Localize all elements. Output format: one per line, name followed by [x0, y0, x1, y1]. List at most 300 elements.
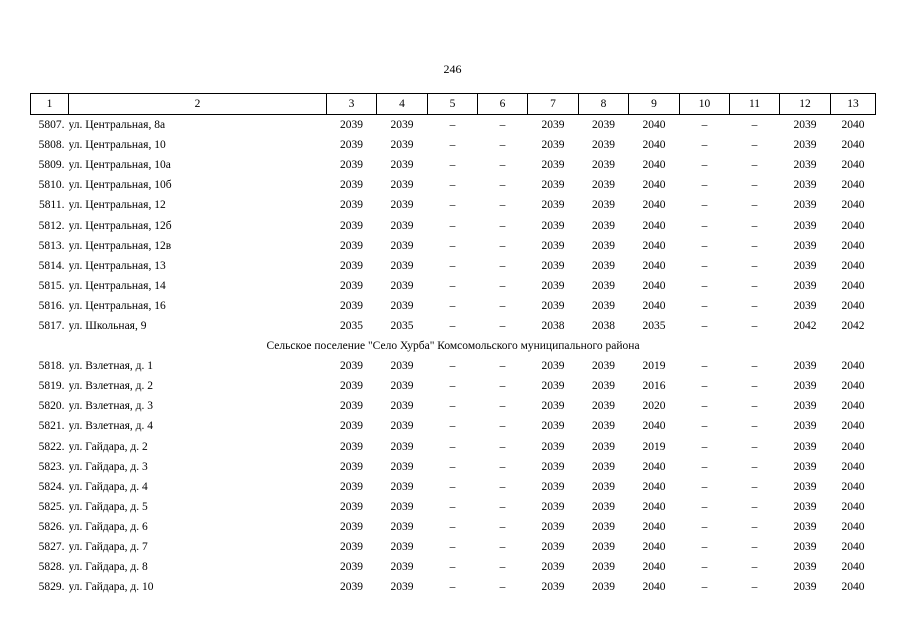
year-cell: 2016: [642, 380, 666, 393]
year-cell: 2039: [541, 119, 565, 132]
year-cell: –: [449, 520, 456, 533]
year-cell: 2040: [642, 179, 666, 192]
year-cell: 2039: [592, 219, 615, 232]
table-row: [31, 356, 876, 376]
address-cell: ул. Центральная, 10б: [68, 179, 172, 192]
year-cell: –: [499, 219, 506, 232]
year-cell: 2040: [841, 219, 865, 232]
year-cell: 2039: [541, 380, 565, 393]
address-cell: ул. Гайдара, д. 10: [68, 581, 154, 594]
address-cell: ул. Взлетная, д. 3: [68, 400, 153, 413]
table-row: [31, 135, 876, 155]
year-cell: 2040: [841, 159, 865, 172]
row-number: 5810.: [38, 179, 65, 192]
year-cell: –: [751, 319, 758, 332]
year-cell: –: [499, 159, 506, 172]
table-row: [31, 215, 876, 235]
year-cell: –: [449, 440, 456, 453]
year-cell: –: [701, 299, 708, 312]
column-header: 11: [730, 94, 780, 115]
year-cell: –: [499, 460, 506, 473]
year-cell: –: [499, 239, 506, 252]
year-cell: 2040: [841, 380, 865, 393]
year-cell: 2042: [841, 319, 865, 332]
year-cell: –: [449, 319, 456, 332]
year-cell: 2039: [390, 299, 414, 312]
year-cell: –: [499, 380, 506, 393]
address-cell: ул. Центральная, 10: [68, 139, 166, 152]
year-cell: 2039: [541, 179, 565, 192]
year-cell: 2039: [390, 119, 414, 132]
year-cell: 2039: [592, 119, 615, 132]
year-cell: 2039: [541, 420, 565, 433]
page-number: 246: [443, 62, 462, 76]
year-cell: 2039: [592, 520, 615, 533]
year-cell: –: [701, 239, 708, 252]
year-cell: 2039: [541, 139, 565, 152]
year-cell: 2040: [841, 480, 865, 493]
year-cell: 2039: [390, 279, 414, 292]
row-number: 5814.: [38, 259, 65, 272]
year-cell: 2039: [390, 420, 414, 433]
year-cell: 2039: [340, 159, 363, 172]
year-cell: 2040: [642, 299, 666, 312]
header-row: [31, 94, 876, 115]
year-cell: 2039: [340, 239, 363, 252]
year-cell: –: [449, 159, 456, 172]
year-cell: 2040: [841, 239, 865, 252]
year-cell: 2040: [642, 119, 666, 132]
year-cell: –: [499, 259, 506, 272]
year-cell: –: [701, 199, 708, 212]
table-row: [31, 155, 876, 175]
row-number: 5811.: [39, 199, 65, 212]
year-cell: 2039: [340, 219, 363, 232]
year-cell: 2040: [841, 199, 865, 212]
year-cell: 2039: [793, 541, 817, 554]
year-cell: –: [449, 139, 456, 152]
year-cell: 2039: [340, 541, 363, 554]
year-cell: 2039: [390, 480, 414, 493]
year-cell: 2040: [642, 159, 666, 172]
year-cell: –: [701, 279, 708, 292]
table-row: [31, 316, 876, 336]
address-cell: ул. Центральная, 12б: [68, 219, 172, 232]
year-cell: –: [701, 500, 708, 513]
year-cell: 2039: [340, 460, 363, 473]
year-cell: 2039: [390, 219, 414, 232]
year-cell: 2039: [793, 279, 817, 292]
table-row: [31, 236, 876, 256]
year-cell: 2040: [841, 279, 865, 292]
year-cell: –: [701, 541, 708, 554]
year-cell: 2039: [390, 139, 414, 152]
year-cell: 2040: [841, 139, 865, 152]
year-cell: 2040: [841, 360, 865, 373]
column-header: 10: [680, 94, 730, 115]
address-cell: ул. Центральная, 14: [68, 279, 166, 292]
year-cell: 2039: [340, 199, 363, 212]
year-cell: 2039: [340, 139, 363, 152]
year-cell: 2040: [841, 541, 865, 554]
table-row: [31, 396, 876, 416]
year-cell: –: [751, 179, 758, 192]
table-row: [31, 115, 876, 136]
table-header: [31, 94, 876, 115]
year-cell: 2039: [793, 239, 817, 252]
table-row: [31, 296, 876, 316]
year-cell: –: [751, 119, 758, 132]
year-cell: –: [701, 179, 708, 192]
year-cell: –: [499, 561, 506, 574]
row-number: 5809.: [38, 159, 65, 172]
year-cell: –: [701, 460, 708, 473]
year-cell: –: [751, 279, 758, 292]
year-cell: –: [751, 480, 758, 493]
year-cell: –: [701, 139, 708, 152]
year-cell: 2038: [592, 319, 615, 332]
year-cell: –: [701, 219, 708, 232]
year-cell: 2039: [793, 139, 817, 152]
year-cell: 2039: [541, 360, 565, 373]
year-cell: 2039: [390, 541, 414, 554]
year-cell: 2039: [541, 561, 565, 574]
year-cell: –: [751, 500, 758, 513]
year-cell: 2039: [592, 360, 615, 373]
year-cell: –: [449, 480, 456, 493]
year-cell: –: [499, 500, 506, 513]
year-cell: –: [751, 219, 758, 232]
year-cell: 2039: [793, 581, 817, 594]
year-cell: 2039: [340, 581, 363, 594]
row-number: 5823.: [38, 460, 65, 473]
year-cell: 2040: [841, 440, 865, 453]
year-cell: 2040: [841, 179, 865, 192]
year-cell: 2039: [340, 279, 363, 292]
year-cell: 2039: [793, 400, 817, 413]
year-cell: –: [701, 319, 708, 332]
year-cell: 2039: [592, 139, 615, 152]
year-cell: –: [751, 520, 758, 533]
year-cell: 2039: [340, 259, 363, 272]
year-cell: –: [751, 541, 758, 554]
year-cell: –: [499, 520, 506, 533]
year-cell: 2039: [592, 541, 615, 554]
year-cell: 2039: [793, 360, 817, 373]
year-cell: 2039: [592, 299, 615, 312]
year-cell: 2039: [592, 420, 615, 433]
year-cell: –: [499, 420, 506, 433]
year-cell: –: [701, 480, 708, 493]
year-cell: 2039: [541, 460, 565, 473]
row-number: 5827.: [38, 541, 65, 554]
year-cell: –: [701, 159, 708, 172]
row-number: 5820.: [38, 400, 65, 413]
year-cell: 2039: [592, 581, 615, 594]
year-cell: –: [449, 561, 456, 574]
year-cell: 2039: [793, 119, 817, 132]
year-cell: 2039: [541, 500, 565, 513]
year-cell: –: [701, 581, 708, 594]
column-header: 6: [478, 94, 528, 115]
year-cell: 2040: [642, 520, 666, 533]
address-cell: ул. Гайдара, д. 3: [68, 460, 148, 473]
year-cell: 2039: [390, 199, 414, 212]
year-cell: 2039: [541, 400, 565, 413]
year-cell: –: [751, 199, 758, 212]
year-cell: 2040: [841, 520, 865, 533]
year-cell: –: [449, 119, 456, 132]
year-cell: 2039: [541, 299, 565, 312]
table-row: [31, 437, 876, 457]
column-header: 7: [528, 94, 579, 115]
year-cell: 2039: [390, 380, 414, 393]
row-number: 5817.: [38, 319, 65, 332]
year-cell: 2039: [541, 520, 565, 533]
row-number: 5822.: [38, 440, 65, 453]
row-number: 5819.: [38, 380, 65, 393]
year-cell: 2039: [793, 259, 817, 272]
year-cell: 2039: [592, 440, 615, 453]
year-cell: 2039: [390, 400, 414, 413]
year-cell: 2040: [841, 460, 865, 473]
year-cell: 2039: [390, 520, 414, 533]
year-cell: 2039: [793, 380, 817, 393]
year-cell: 2039: [541, 581, 565, 594]
table-row: [31, 376, 876, 396]
year-cell: –: [701, 420, 708, 433]
year-cell: 2040: [642, 199, 666, 212]
year-cell: 2019: [642, 360, 666, 373]
table-row: [31, 416, 876, 436]
column-header: 8: [579, 94, 629, 115]
table-row: [31, 577, 876, 597]
year-cell: 2040: [841, 500, 865, 513]
address-cell: ул. Центральная, 10а: [68, 159, 171, 172]
address-cell: ул. Центральная, 12: [68, 199, 166, 212]
row-number: 5825.: [38, 500, 65, 513]
year-cell: 2020: [642, 400, 666, 413]
year-cell: 2039: [541, 480, 565, 493]
year-cell: –: [701, 520, 708, 533]
address-cell: ул. Гайдара, д. 5: [68, 500, 148, 513]
year-cell: 2040: [642, 460, 666, 473]
year-cell: 2039: [793, 500, 817, 513]
year-cell: –: [449, 360, 456, 373]
year-cell: –: [499, 480, 506, 493]
year-cell: 2019: [642, 440, 666, 453]
data-table: [30, 93, 876, 597]
year-cell: –: [751, 239, 758, 252]
year-cell: 2039: [390, 500, 414, 513]
year-cell: 2040: [841, 299, 865, 312]
year-cell: 2039: [340, 440, 363, 453]
year-cell: 2039: [793, 299, 817, 312]
year-cell: –: [449, 239, 456, 252]
year-cell: 2039: [541, 239, 565, 252]
table-row: [31, 256, 876, 276]
row-number: 5821.: [38, 420, 65, 433]
year-cell: 2039: [592, 380, 615, 393]
year-cell: 2039: [793, 460, 817, 473]
year-cell: 2039: [541, 440, 565, 453]
column-header: 9: [629, 94, 680, 115]
year-cell: 2039: [390, 239, 414, 252]
year-cell: –: [751, 380, 758, 393]
table-row: [31, 557, 876, 577]
year-cell: 2039: [390, 460, 414, 473]
year-cell: 2039: [541, 279, 565, 292]
year-cell: 2040: [841, 259, 865, 272]
row-number: 5829.: [38, 581, 65, 594]
row-number: 5816.: [38, 299, 65, 312]
year-cell: 2039: [340, 420, 363, 433]
address-cell: ул. Центральная, 8а: [68, 119, 166, 132]
year-cell: –: [499, 199, 506, 212]
address-cell: ул. Гайдара, д. 4: [68, 480, 148, 493]
year-cell: –: [449, 541, 456, 554]
year-cell: 2039: [592, 279, 615, 292]
year-cell: –: [449, 299, 456, 312]
year-cell: –: [751, 259, 758, 272]
year-cell: 2040: [642, 259, 666, 272]
year-cell: –: [701, 360, 708, 373]
year-cell: –: [701, 119, 708, 132]
year-cell: –: [751, 400, 758, 413]
year-cell: 2040: [841, 561, 865, 574]
year-cell: –: [499, 119, 506, 132]
row-number: 5828.: [38, 561, 65, 574]
address-cell: ул. Гайдара, д. 7: [68, 541, 148, 554]
address-cell: ул. Взлетная, д. 2: [68, 380, 153, 393]
year-cell: 2039: [592, 561, 615, 574]
year-cell: –: [449, 219, 456, 232]
address-cell: ул. Школьная, 9: [68, 319, 147, 332]
table-row: [31, 497, 876, 517]
column-header: 12: [780, 94, 831, 115]
address-cell: ул. Центральная, 12в: [68, 239, 172, 252]
table-row: [31, 517, 876, 537]
year-cell: –: [701, 561, 708, 574]
year-cell: 2039: [340, 179, 363, 192]
year-cell: –: [751, 460, 758, 473]
year-cell: –: [449, 380, 456, 393]
year-cell: –: [751, 581, 758, 594]
table-row: [31, 477, 876, 497]
year-cell: 2039: [340, 561, 363, 574]
year-cell: 2039: [340, 299, 363, 312]
year-cell: 2039: [541, 159, 565, 172]
year-cell: 2039: [592, 199, 615, 212]
year-cell: 2040: [841, 420, 865, 433]
column-header: 2: [69, 94, 327, 115]
row-number: 5807.: [38, 119, 65, 132]
year-cell: 2040: [642, 581, 666, 594]
year-cell: 2039: [390, 360, 414, 373]
year-cell: 2039: [390, 561, 414, 574]
section-row: [31, 336, 876, 356]
year-cell: 2039: [390, 581, 414, 594]
year-cell: 2039: [793, 520, 817, 533]
year-cell: 2039: [340, 400, 363, 413]
year-cell: –: [701, 440, 708, 453]
table-row: [31, 276, 876, 296]
year-cell: –: [701, 259, 708, 272]
year-cell: –: [751, 561, 758, 574]
year-cell: 2040: [642, 139, 666, 152]
year-cell: –: [449, 179, 456, 192]
year-cell: –: [701, 400, 708, 413]
year-cell: 2039: [340, 380, 363, 393]
year-cell: –: [499, 581, 506, 594]
year-cell: 2040: [642, 561, 666, 574]
address-cell: ул. Гайдара, д. 8: [68, 561, 148, 574]
year-cell: 2039: [340, 480, 363, 493]
column-header: 1: [31, 94, 69, 115]
year-cell: –: [449, 279, 456, 292]
year-cell: –: [449, 199, 456, 212]
year-cell: –: [499, 440, 506, 453]
table-row: [31, 195, 876, 215]
year-cell: 2040: [642, 480, 666, 493]
year-cell: –: [499, 541, 506, 554]
year-cell: –: [449, 460, 456, 473]
year-cell: 2039: [592, 259, 615, 272]
column-header: 4: [377, 94, 428, 115]
year-cell: 2039: [793, 420, 817, 433]
table-row: [31, 457, 876, 477]
year-cell: –: [701, 380, 708, 393]
year-cell: 2039: [592, 460, 615, 473]
address-cell: ул. Центральная, 16: [68, 299, 166, 312]
year-cell: 2039: [541, 199, 565, 212]
row-number: 5813.: [38, 239, 65, 252]
year-cell: 2039: [541, 219, 565, 232]
address-cell: ул. Гайдара, д. 2: [68, 440, 148, 453]
row-number: 5808.: [38, 139, 65, 152]
year-cell: –: [449, 581, 456, 594]
column-header: 13: [831, 94, 876, 115]
year-cell: 2039: [793, 199, 817, 212]
year-cell: 2040: [642, 541, 666, 554]
year-cell: 2040: [642, 239, 666, 252]
year-cell: 2035: [642, 319, 666, 332]
year-cell: 2040: [642, 279, 666, 292]
row-number: 5824.: [38, 480, 65, 493]
year-cell: –: [751, 139, 758, 152]
year-cell: 2039: [390, 159, 414, 172]
year-cell: –: [751, 440, 758, 453]
year-cell: 2040: [841, 119, 865, 132]
year-cell: 2039: [592, 400, 615, 413]
year-cell: 2039: [793, 159, 817, 172]
year-cell: –: [499, 299, 506, 312]
year-cell: 2035: [390, 319, 414, 332]
year-cell: 2039: [340, 520, 363, 533]
table-body: [31, 115, 876, 598]
year-cell: 2039: [793, 219, 817, 232]
year-cell: 2040: [642, 500, 666, 513]
year-cell: 2039: [390, 179, 414, 192]
address-cell: ул. Взлетная, д. 4: [68, 420, 153, 433]
year-cell: 2039: [592, 159, 615, 172]
year-cell: –: [751, 159, 758, 172]
year-cell: –: [751, 420, 758, 433]
year-cell: 2039: [793, 561, 817, 574]
table-row: [31, 537, 876, 557]
year-cell: 2042: [793, 319, 817, 332]
year-cell: 2039: [390, 259, 414, 272]
